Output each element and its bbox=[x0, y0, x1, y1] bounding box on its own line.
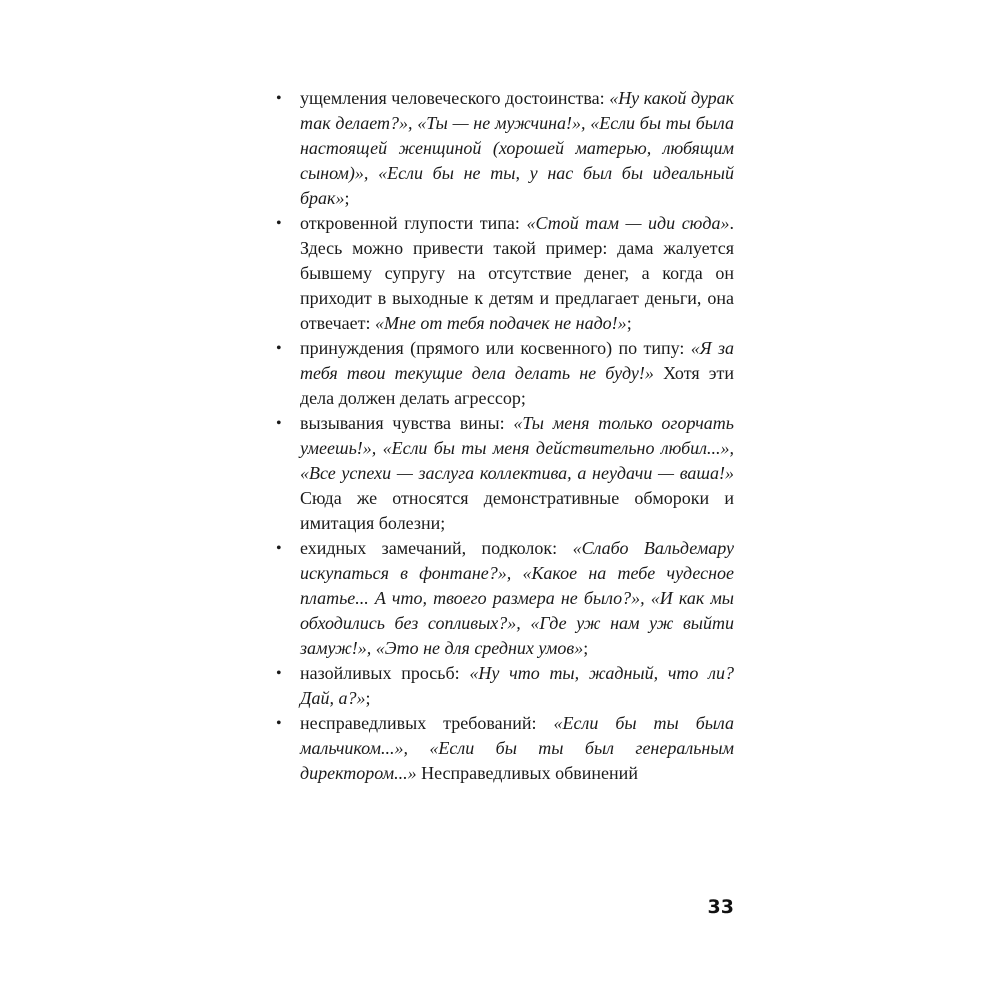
list-item bbox=[276, 661, 735, 711]
bullet-icon: • bbox=[276, 215, 282, 232]
text-segment: . Здесь можно привести такой пример: дама жалуется бывшему супругу на отсутствие денег, а когда он приходит в выходные к детям и предлагает деньги, она отвечает: bbox=[300, 213, 734, 333]
bullet-text bbox=[300, 413, 734, 533]
text-segment: Несправедливых обвинений bbox=[416, 763, 638, 783]
text-segment: ; bbox=[626, 313, 632, 333]
text-segment: вызывания чувства вины: bbox=[300, 413, 514, 433]
bullet-icon: • bbox=[276, 415, 282, 432]
bullet-text bbox=[300, 213, 734, 333]
bullet-text bbox=[300, 538, 734, 658]
quote-segment: «Мне от тебя подачек не надо!» bbox=[374, 313, 627, 333]
quote-segment: «Ну что ты, жадный, что ли? Дай, а?» bbox=[300, 663, 735, 708]
text-segment: ; bbox=[365, 688, 371, 708]
quote-segment: «Если бы ты была мальчиком...», «Если бы ты был генеральным директором...» bbox=[300, 713, 734, 783]
text-segment: несправедливых требований: bbox=[300, 713, 554, 733]
quote-segment: «Ну какой дурак так делает?», «Ты — не мужчина!», «Если бы ты была настоящей женщиной (хорошей матерью, любящим сыном)», «Если бы не ты, у нас был бы идеальный брак» bbox=[300, 88, 735, 208]
page-content bbox=[276, 86, 735, 786]
bullet-icon: • bbox=[276, 540, 282, 557]
text-segment: ехидных замечаний, подколок: bbox=[300, 538, 573, 558]
text-segment: ; bbox=[583, 638, 589, 658]
bullet-icon: • bbox=[276, 90, 282, 107]
text-segment: принуждения (прямого или косвенного) по типу: bbox=[300, 338, 691, 358]
page-number: 33 bbox=[707, 896, 734, 918]
bullet-text bbox=[300, 88, 734, 208]
bullet-icon: • bbox=[276, 340, 282, 357]
bullet-list bbox=[276, 86, 735, 786]
list-item bbox=[276, 336, 734, 411]
text-segment: ущемления человеческого достоинства: bbox=[300, 88, 610, 108]
quote-segment: «Стой там — иди сюда» bbox=[526, 213, 730, 233]
list-item bbox=[276, 536, 734, 661]
bullet-text bbox=[300, 713, 734, 783]
list-item bbox=[276, 211, 734, 336]
bullet-text bbox=[300, 663, 734, 708]
text-segment: назойливых просьб: bbox=[300, 663, 470, 683]
bullet-icon: • bbox=[276, 665, 282, 682]
list-item bbox=[276, 711, 734, 786]
list-item bbox=[276, 86, 735, 211]
bullet-icon: • bbox=[276, 715, 282, 732]
text-segment: Сюда же относятся демонстративные обмороки и имитация болезни; bbox=[300, 488, 734, 533]
text-segment: Хотя эти дела должен делать агрессор; bbox=[300, 363, 734, 408]
text-segment: откровенной глупости типа: bbox=[300, 213, 527, 233]
quote-segment: «Я за тебя твои текущие дела делать не буду!» bbox=[300, 338, 734, 383]
text-segment: ; bbox=[344, 188, 350, 208]
list-item bbox=[276, 411, 734, 536]
bullet-text bbox=[300, 338, 734, 408]
quote-segment: «Слабо Вальдемару искупаться в фонтане?», «Какое на тебе чудесное платье... А что, твоего размера не было?», «И как мы обходились без сопливых?», «Где уж нам уж выйти замуж!», «Это не для средних умов» bbox=[300, 538, 734, 658]
quote-segment: «Ты меня только огорчать умеешь!», «Если бы ты меня действительно любил...», «Все успехи — заслуга коллектива, а неудачи — ваша!» bbox=[300, 413, 734, 483]
